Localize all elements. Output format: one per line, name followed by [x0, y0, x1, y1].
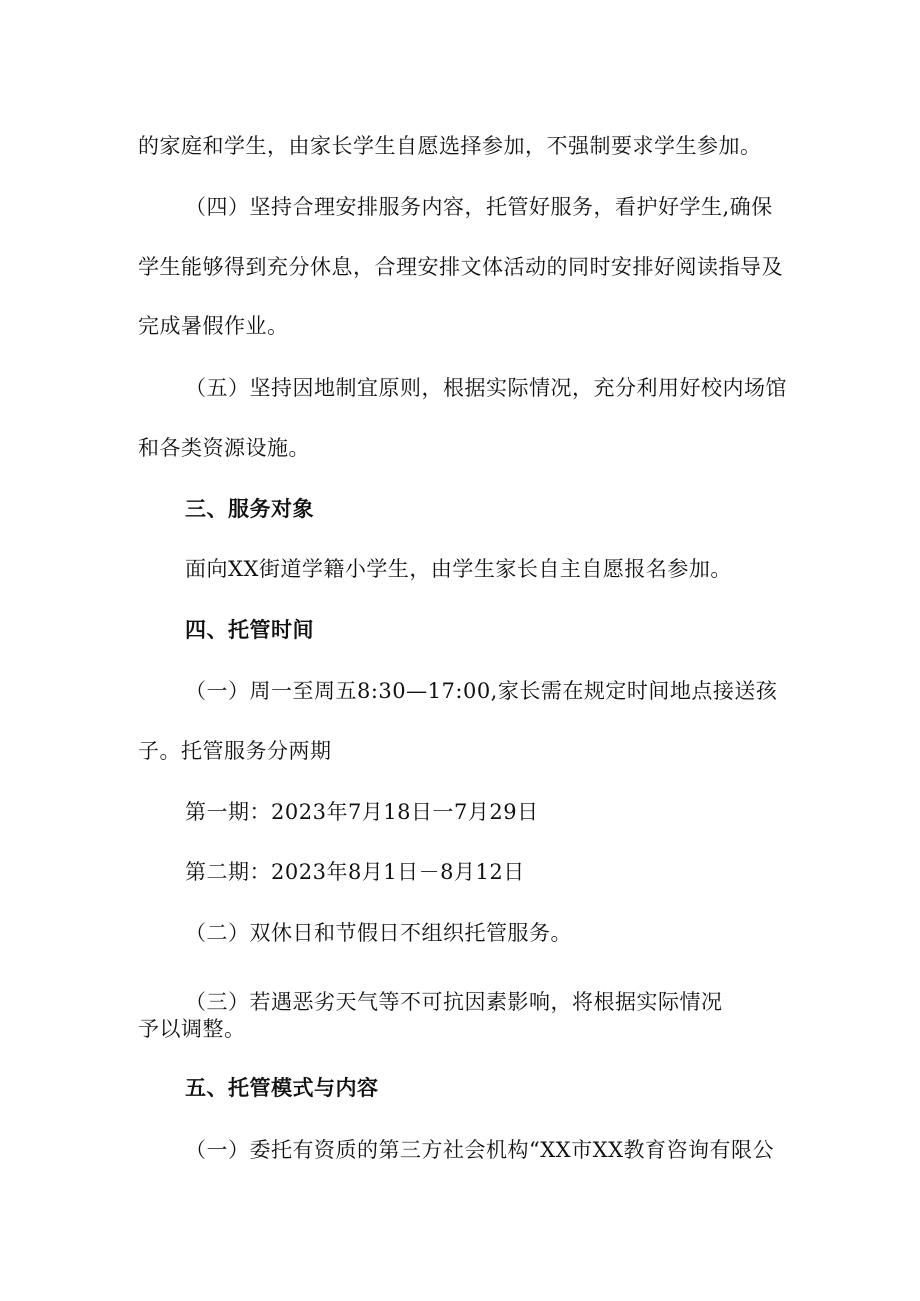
section-heading: 三、服务对象: [185, 496, 314, 521]
paragraph-line: 的家庭和学生，由家长学生自愿选择参加，不强制要求学生参加。: [138, 134, 762, 158]
paragraph-line: （三）若遇恶劣天气等不可抗因素影响，将根据实际情况: [185, 990, 723, 1014]
paragraph-line: 子。托管服务分两期: [138, 739, 332, 763]
paragraph-line: 第一期：2023年7月18日一7月29日: [185, 800, 539, 824]
section-heading: 四、托管时间: [185, 617, 314, 642]
paragraph-line: 予以调整。: [138, 1017, 246, 1041]
paragraph-line: （五）坚持因地制宜原则，根据实际情况，充分利用好校内场馆: [185, 376, 787, 400]
section-heading: 五、托管模式与内容: [185, 1075, 379, 1100]
paragraph-line: （一）周一至周五8:30—17:00,家长需在规定时间地点接送孩: [185, 679, 778, 703]
paragraph-line: （二）双休日和节假日不组织托管服务。: [185, 921, 572, 945]
paragraph-line: 和各类资源设施。: [138, 436, 310, 460]
paragraph-line: （四）坚持合理安排服务内容，托管好服务，看护好学生,确保: [185, 195, 773, 219]
paragraph-line: 学生能够得到充分休息，合理安排文体活动的同时安排好阅读指导及: [138, 255, 783, 279]
paragraph-line: 第二期：2023年8月1日－8月12日: [185, 860, 525, 884]
paragraph-line: 面向XX街道学籍小学生，由学生家长自主自愿报名参加。: [185, 557, 732, 581]
paragraph-line: （一）委托有资质的第三方社会机构“XX市XX教育咨询有限公: [185, 1138, 775, 1162]
paragraph-line: 完成暑假作业。: [138, 314, 289, 338]
